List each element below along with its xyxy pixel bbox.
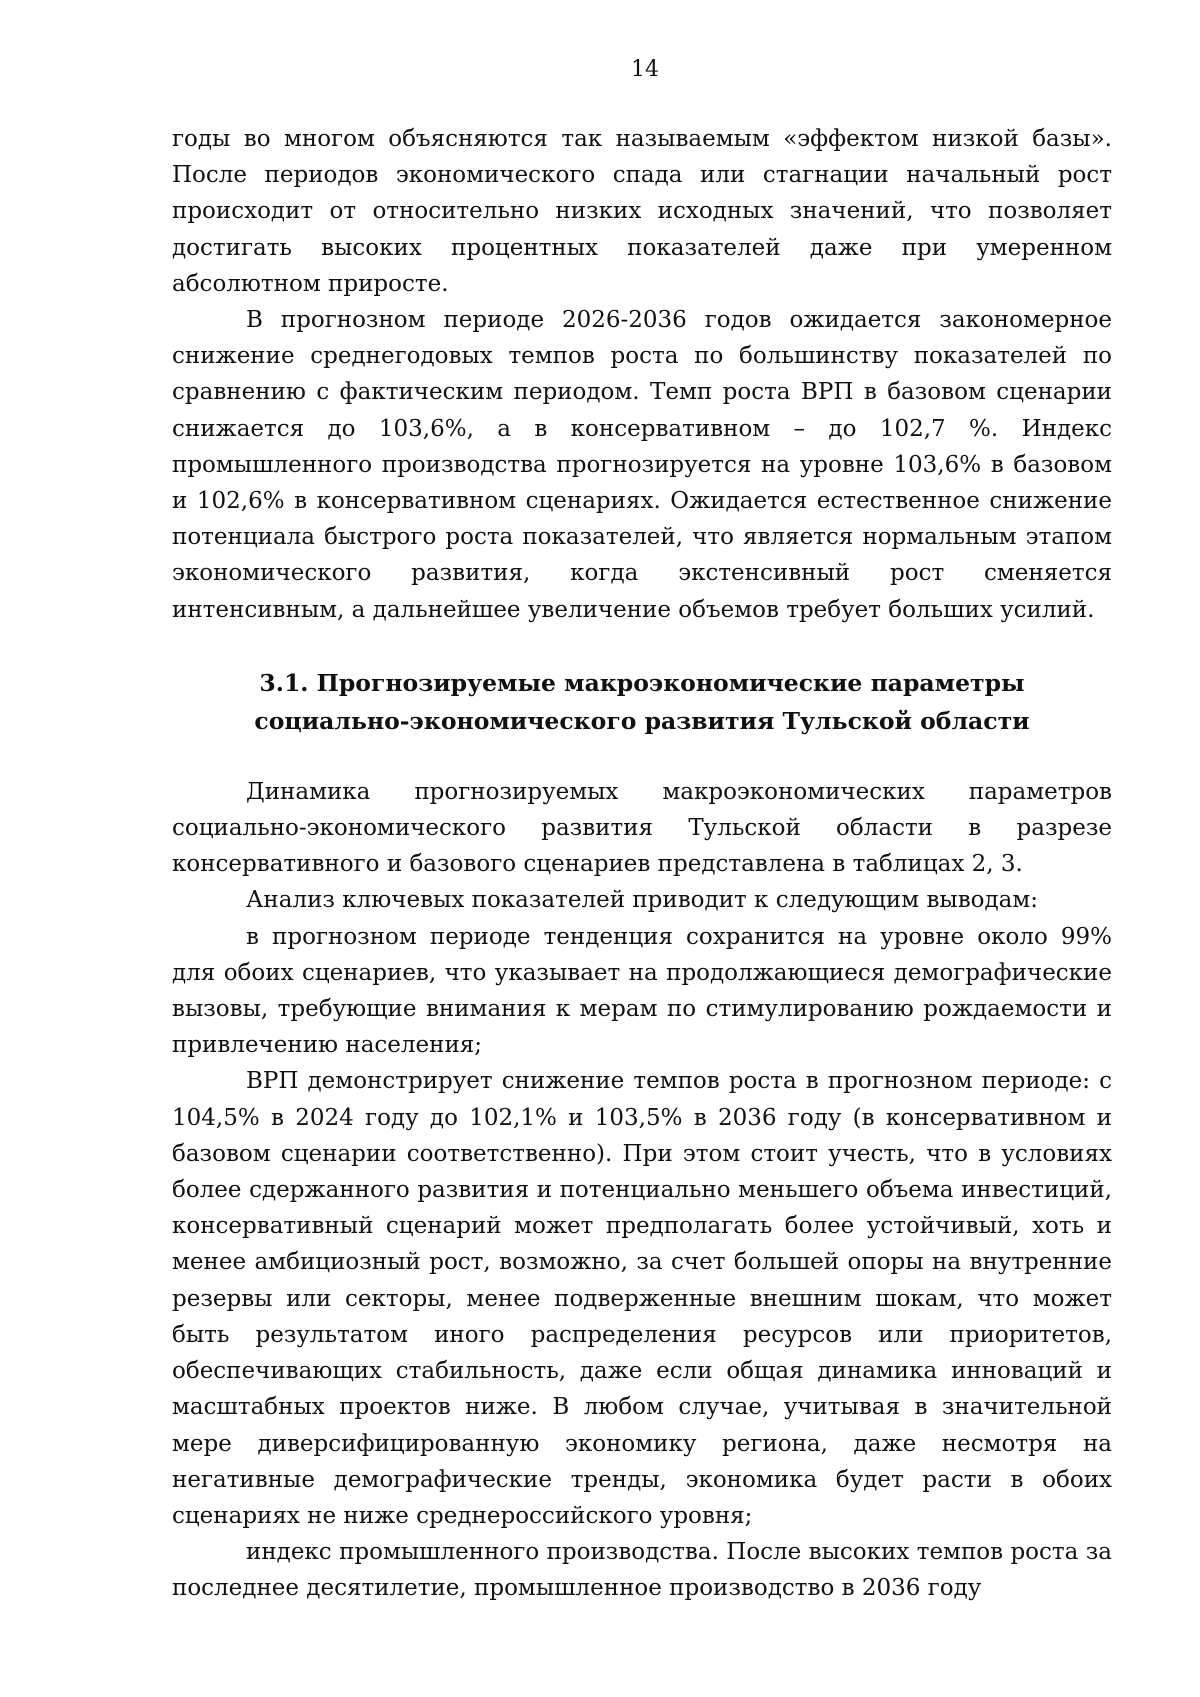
paragraph-dynamics-intro: Динамика прогнозируемых макроэкономических параметров социально-экономического развития Тульской области в разрезе консервативного и базового сценариев представлена в таблицах 2, 3. xyxy=(172,778,1112,878)
section-heading xyxy=(172,664,1112,740)
paragraph-demography: в прогнозном периоде тенденция сохранится на уровне около 99% для обоих сценариев, что указывает на продолжающиеся демографические вызовы, требующие внимания к мерам по стимулированию рождаемости и привлечению населения; xyxy=(172,923,1112,1059)
document-body xyxy=(172,121,1112,1607)
page-number: 14 xyxy=(631,57,659,82)
section-heading-line-1: 3.1. Прогнозируемые макроэкономические параметры xyxy=(259,668,1025,697)
paragraph-forecast-period: В прогнозном периоде 2026-2036 годов ожидается закономерное снижение среднегодовых темпов роста по большинству показателей по сравнению с фактическим периодом. Темп роста ВРП в базовом сценарии снижается до 103,6%, а в консервативном – до 102,7 %. Индекс промышленного производства прогнозируется на уровне 103,6% в базовом и 102,6% в консервативном сценариях. Ожидается естественное снижение потенциала быстрого роста показателей, что является нормальным этапом экономического развития, когда экстенсивный рост сменяется интенсивным, а дальнейшее увеличение объемов требует больших усилий. xyxy=(172,307,1112,623)
paragraph-grp: ВРП демонстрирует снижение темпов роста в прогнозном периоде: с 104,5% в 2024 году до 102,1% и 103,5% в 2036 году (в консервативном и базовом сценарии соответственно). При этом стоит учесть, что в условиях более сдержанного развития и потенциально меньшего объема инвестиций, консервативный сценарий может предполагать более устойчивый, хоть и менее амбициозный рост, возможно, за счет большей опоры на внутренние резервы или секторы, менее подверженные внешним шокам, что может быть результатом иного распределения ресурсов или приоритетов, обеспечивающих стабильность, даже если общая динамика инноваций и масштабных проектов ниже. В любом случае, учитывая в значительной мере диверсифицированную экономику региона, даже несмотря на негативные демографические тренды, экономика будет расти в обоих сценариях не ниже среднероссийского уровня; xyxy=(172,1068,1112,1529)
paragraph-low-base-effect: годы во многом объясняются так называемым «эффектом низкой базы». После периодов экономического спада или стагнации начальный рост происходит от относительно низких исходных значений, что позволяет достигать высоких процентных показателей даже при умеренном абсолютном приросте. xyxy=(172,126,1112,297)
paragraph-industrial-index: индекс промышленного производства. После высоких темпов роста за последнее десятилетие, промышленное производство в 2036 году xyxy=(172,1539,1112,1602)
section-heading-line-2: социально-экономического развития Тульской области xyxy=(254,706,1030,735)
paragraph-analysis-intro: Анализ ключевых показателей приводит к следующим выводам: xyxy=(246,887,1039,914)
